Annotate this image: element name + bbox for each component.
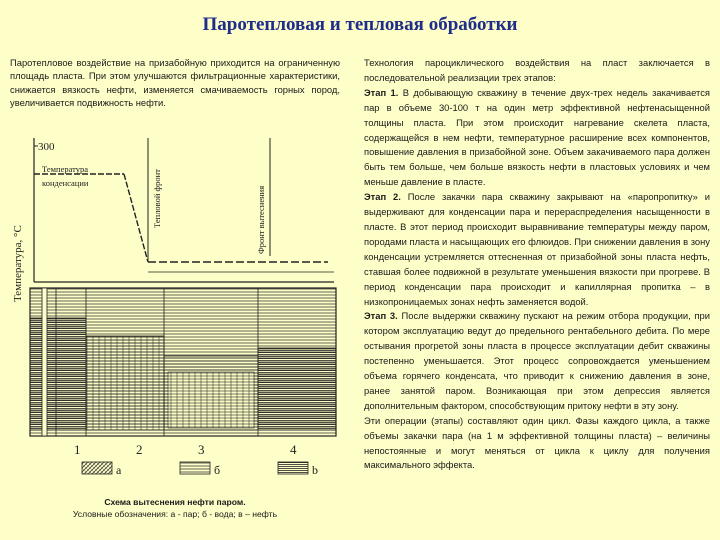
stage-1-text: В добывающую скважину в течение двух-трех недель закачивается пар в объеме 30-100 т на один метр эффективной нефтенасыщенной толщины пласта. При этом происходит нагревание скелета пласта, содержащейся в нем нефти, температурное расширение всех компонентов, повышение давления в призабойной зоне. Объем закачиваемого пара должен быть тем больше, чем больше вязкость нефти в пластовых условиях и чем меньше давление в пласте. <box>364 86 711 188</box>
technology-description <box>364 56 710 473</box>
cycle-summary: Эти операции (этапы) составляют один цикл. Фазы каждого цикла, а также объемы закачки пара (на 1 м эффективной толщины пласта) – величины непостоянные и могут меняться от цикла к циклу для получения максимального эффекта. <box>364 414 710 471</box>
figure-caption <box>10 496 340 520</box>
thermal-front-label: Тепловой фронт <box>152 169 162 228</box>
legend-label-c: b <box>312 463 318 477</box>
stage-1-label: Этап 1. <box>364 86 399 98</box>
page-title: Паротепловая и тепловая обработки <box>202 14 518 35</box>
stage-3-text: После выдержки скважину пускают на режим отбора продукции, при котором эксплуатацию ведут до предельного рентабельного дебита. По мере остывания прогретой зоны пласта в процессе эксплуатации дебит скважины постепенно уменьшается. Этот процесс сопровождается уменьшением объема горячего конденсата, что приводит к снижению давления в зоне, ранее занятой паром. Возникающая при этом депрессия является дополнительным фактором, способствующим притоку нефти в эту зону. <box>364 310 710 411</box>
condensation-label-1: Температура <box>42 164 89 174</box>
intro-paragraph: Паротепловое воздействие на призабойную приходится на ограниченную площадь пласта. При этом улучшаются фильтрационные характеристики, снижается вязкость нефти, изменяется смачиваемость горных пород, увеличивается подвижность нефти. <box>10 57 340 109</box>
stage-3 <box>364 309 710 413</box>
condensation-label-2: конденсации <box>42 178 89 188</box>
zone-label-3: 3 <box>198 442 205 457</box>
stage-2-label: Этап 2. <box>364 191 401 203</box>
zone-label-2: 2 <box>136 442 143 457</box>
displacement-front-label: Фронт вытеснения <box>256 185 266 254</box>
legend-label-b: б <box>214 463 221 477</box>
tech-intro: Технология пароциклического воздействия на пласт заключается в последовательной реализации трех этапов: <box>364 57 710 83</box>
stage-2 <box>364 190 710 309</box>
zone-label-1: 1 <box>74 442 81 457</box>
stage-1 <box>364 86 710 190</box>
stage-2-text: После закачки пара скважину закрывают на «паропропитку» и выдерживают для конденсации пара и перераспределения насыщенности в пласте. В этот период происходит выравнивание температуры между паром, породами пласта и насыщающих его флюидов. При снижении давления в зону конденсации устремляется оттесненная от призабойной зоны пласта нефть, ставшая более подвижной в результате уменьшения вязкости при прогреве. В период конденсации пара происходит и капиллярная пропитка – в низкопроницаемых зонах нефть заменяется водой. <box>364 191 711 307</box>
steam-displacement-diagram <box>8 126 348 521</box>
caption-legend: Условные обозначения: а - пар; б - вода; в – нефть <box>72 509 278 519</box>
zone-label-4: 4 <box>290 442 297 457</box>
y-axis-label: Температура, °С <box>12 225 24 302</box>
stage-3-label: Этап 3. <box>364 310 398 322</box>
legend-label-a: а <box>116 463 122 477</box>
y-value-label: 300 <box>38 141 55 153</box>
temperature-chart <box>34 138 334 282</box>
reservoir-section <box>30 288 336 436</box>
caption-title: Схема вытеснения нефти паром. <box>104 497 246 507</box>
